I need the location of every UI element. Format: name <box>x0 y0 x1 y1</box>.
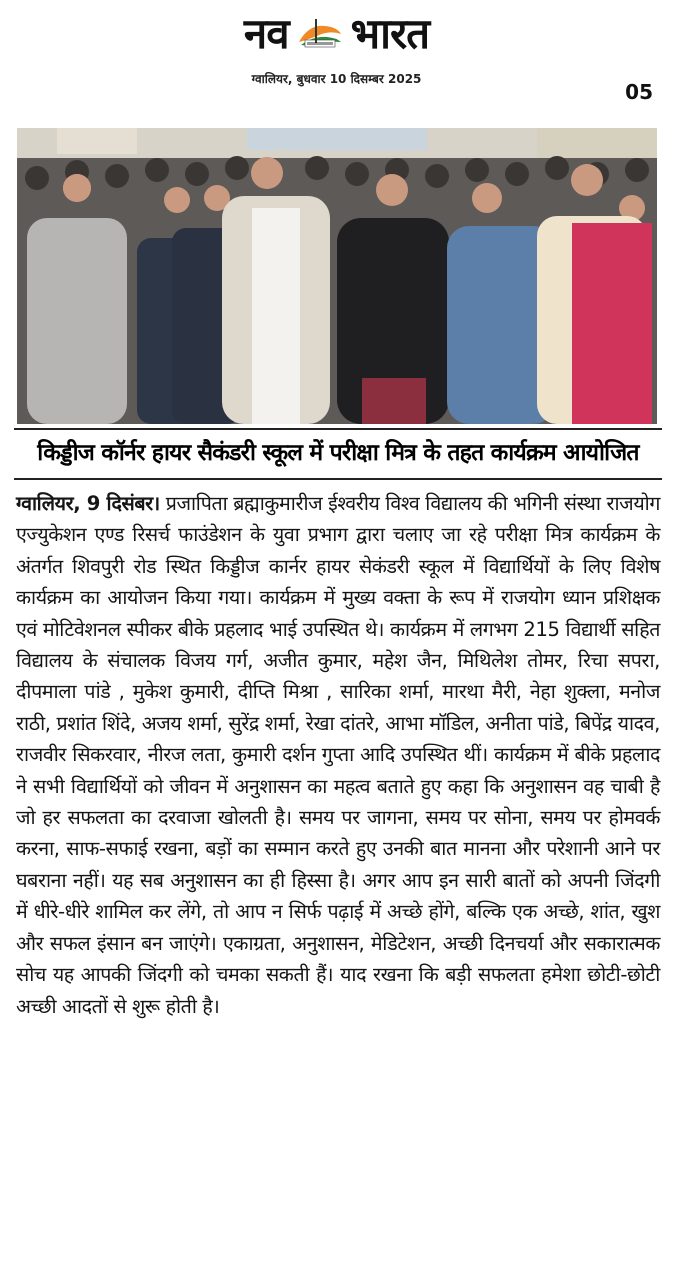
article-dateline-lead: ग्वालियर, 9 दिसंबर। <box>16 492 160 515</box>
issue-dateline: ग्वालियर, बुधवार 10 दिसम्बर 2025 <box>251 72 422 86</box>
news-photo <box>17 128 657 424</box>
article-body-text: प्रजापिता ब्रह्माकुमारीज ईश्वरीय विश्व विद्यालय की भगिनी संस्था राजयोग एज्युकेशन एण्ड रिसर्च फाउंडेशन के युवा प्रभाग द्वारा चलाए जा रहे परीक्षा मित्र कार्यक्रम के अंतर्गत शिवपुरी रोड स्थित किड्डीज कार्नर हायर सेकंडरी स्कूल में विद्यार्थियों के लिए विशेष कार्यक्रम का आयोजन किया गया। कार्यक्रम में मुख्य वक्ता के रूप में राजयोग ध्यान प्रशिक्षक एवं मोटिवेशनल स्पीकर बीके प्रहलाद भाई उपस्थित थे। कार्यक्रम में लगभग 215 विद्यार्थी सहित विद्यालय के संचालक विजय गर्ग, अजीत कुमार, महेश जैन, मिथिलेश तोमर, रिचा सपरा, दीपमाला पांडे , मुकेश कुमारी, दीप्ति मिश्रा , सारिका शर्मा, मारथा मैरी, नेहा शुक्ला, मनोज राठी, प्रशांत शिंदे, अजय शर्मा, सुरेंद्र शर्मा, रेखा दांतरे, आभा मॉडिल, अनीता पांडे, बिपेंद्र यादव, राजवीर सिकरवार, नीरज लता, कुमारी दर्शन गुप्ता आदि उपस्थित थीं। कार्यक्रम में बीके प्रहलाद ने सभी विद्यार्थियों को जीवन में अनुशासन का महत्व बताते हुए कहा कि अनुशासन वह चाबी है जो हर सफलता का दरवाजा खोलती है। समय पर जागना, समय पर सोना, समय पर होमवर्क करना, साफ-सफाई रखना, बड़ों का सम्मान करते हुए उनकी बात मानना और परेशानी आने पर घबराना नहीं। यह सब अनुशासन का ही हिस्सा है। अगर आप इन सारी बातों को अपनी जिंदगी में धीरे-धीरे शामिल कर लेंगे, तो आप न सिर्फ पढ़ाई में अच्छे होंगे, बल्कि एक अच्छे, शांत, खुश और सफल इंसान बन जाएंगे। एकाग्रता, अनुशासन, मेडिटेशन, अच्छी दिनचर्या और सकारात्मक सोच यह आपकी जिंदगी को चमका सकती हैं। याद रखना कि बड़ी सफलता हमेशा छोटी-छोटी अच्छी आदतों से शुरू होती है। <box>16 492 660 1018</box>
headline-rule-bottom <box>14 478 662 480</box>
flag-emblem-icon <box>295 16 345 52</box>
article-headline: किड्डीज कॉर्नर हायर सैकंडरी स्कूल में परीक्षा मित्र के तहत कार्यक्रम आयोजित <box>37 440 639 466</box>
masthead <box>0 8 673 60</box>
masthead-word-right: भारत <box>350 9 430 58</box>
article-body <box>16 488 660 1022</box>
page-number: 05 <box>625 80 653 104</box>
masthead-word-left: नव <box>243 9 289 58</box>
